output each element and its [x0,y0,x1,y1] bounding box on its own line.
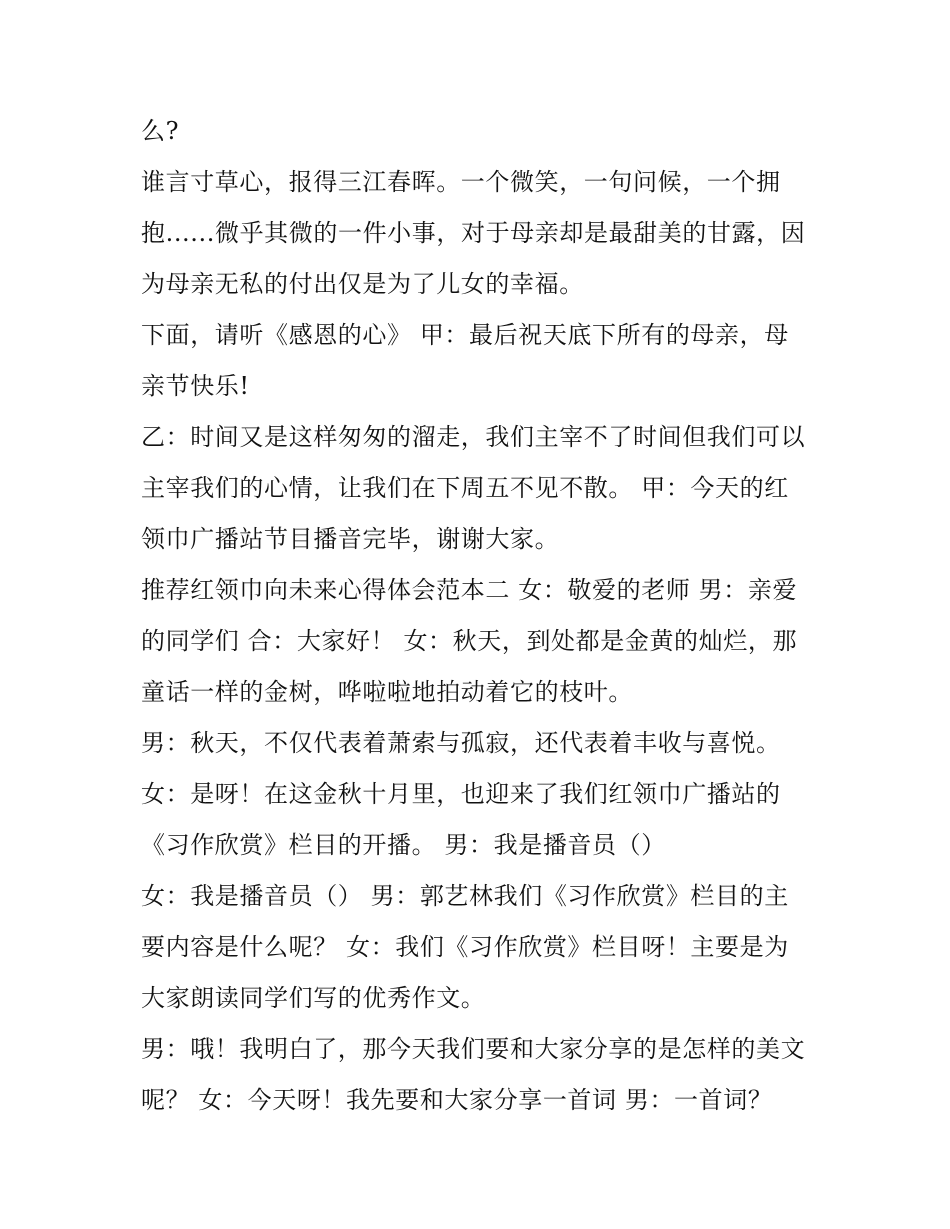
text-line: 抱......微乎其微的一件小事，对于母亲却是最甜美的甘露，因 [141,219,806,247]
text-line: 领巾广播站节目播音完毕，谢谢大家。 [141,525,560,553]
text-line: 主宰我们的心情，让我们在下周五不见不散。 甲：今天的红 [141,474,789,502]
text-line: 女：我是播音员（） 男：郭艺林我们《习作欣赏》栏目的主 [141,882,789,910]
text-line: 亲节快乐! [141,372,250,400]
text-line: 乙：时间又是这样匆匆的溜走，我们主宰不了时间但我们可以 [141,423,806,451]
text-line: 要内容是什么呢？ 女：我们《习作欣赏》栏目呀！主要是为 [141,933,789,961]
text-line: 为母亲无私的付出仅是为了儿女的幸福。 [141,270,584,298]
text-line: 谁言寸草心，报得三江春晖。一个微笑，一句问候，一个拥 [141,168,781,196]
text-line: 的同学们 合：大家好！ 女：秋天，到处都是金黄的灿烂，那 [141,627,798,655]
text-line: 么? [141,117,180,145]
text-line: 女：是呀！在这金秋十月里，也迎来了我们红领巾广播站的 [141,780,781,808]
text-line: 《习作欣赏》栏目的开播。 男：我是播音员（） [141,831,666,859]
text-line: 童话一样的金树，哗啦啦地拍动着它的枝叶。 [141,678,633,706]
text-line: 下面，请听《感恩的心》 甲：最后祝天底下所有的母亲，母 [141,321,789,349]
text-line: 大家朗读同学们写的优秀作文。 [141,984,486,1012]
text-line: 呢？ 女：今天呀！我先要和大家分享一首词 男：一首词？ [141,1086,773,1114]
text-line: 男：哦！我明白了，那今天我们要和大家分享的是怎样的美文 [141,1035,806,1063]
text-line: 推荐红领巾向未来心得体会范本二 女：敬爱的老师 男：亲爱 [141,576,798,604]
text-line: 男：秋天，不仅代表着萧索与孤寂，还代表着丰收与喜悦。 [141,729,781,757]
